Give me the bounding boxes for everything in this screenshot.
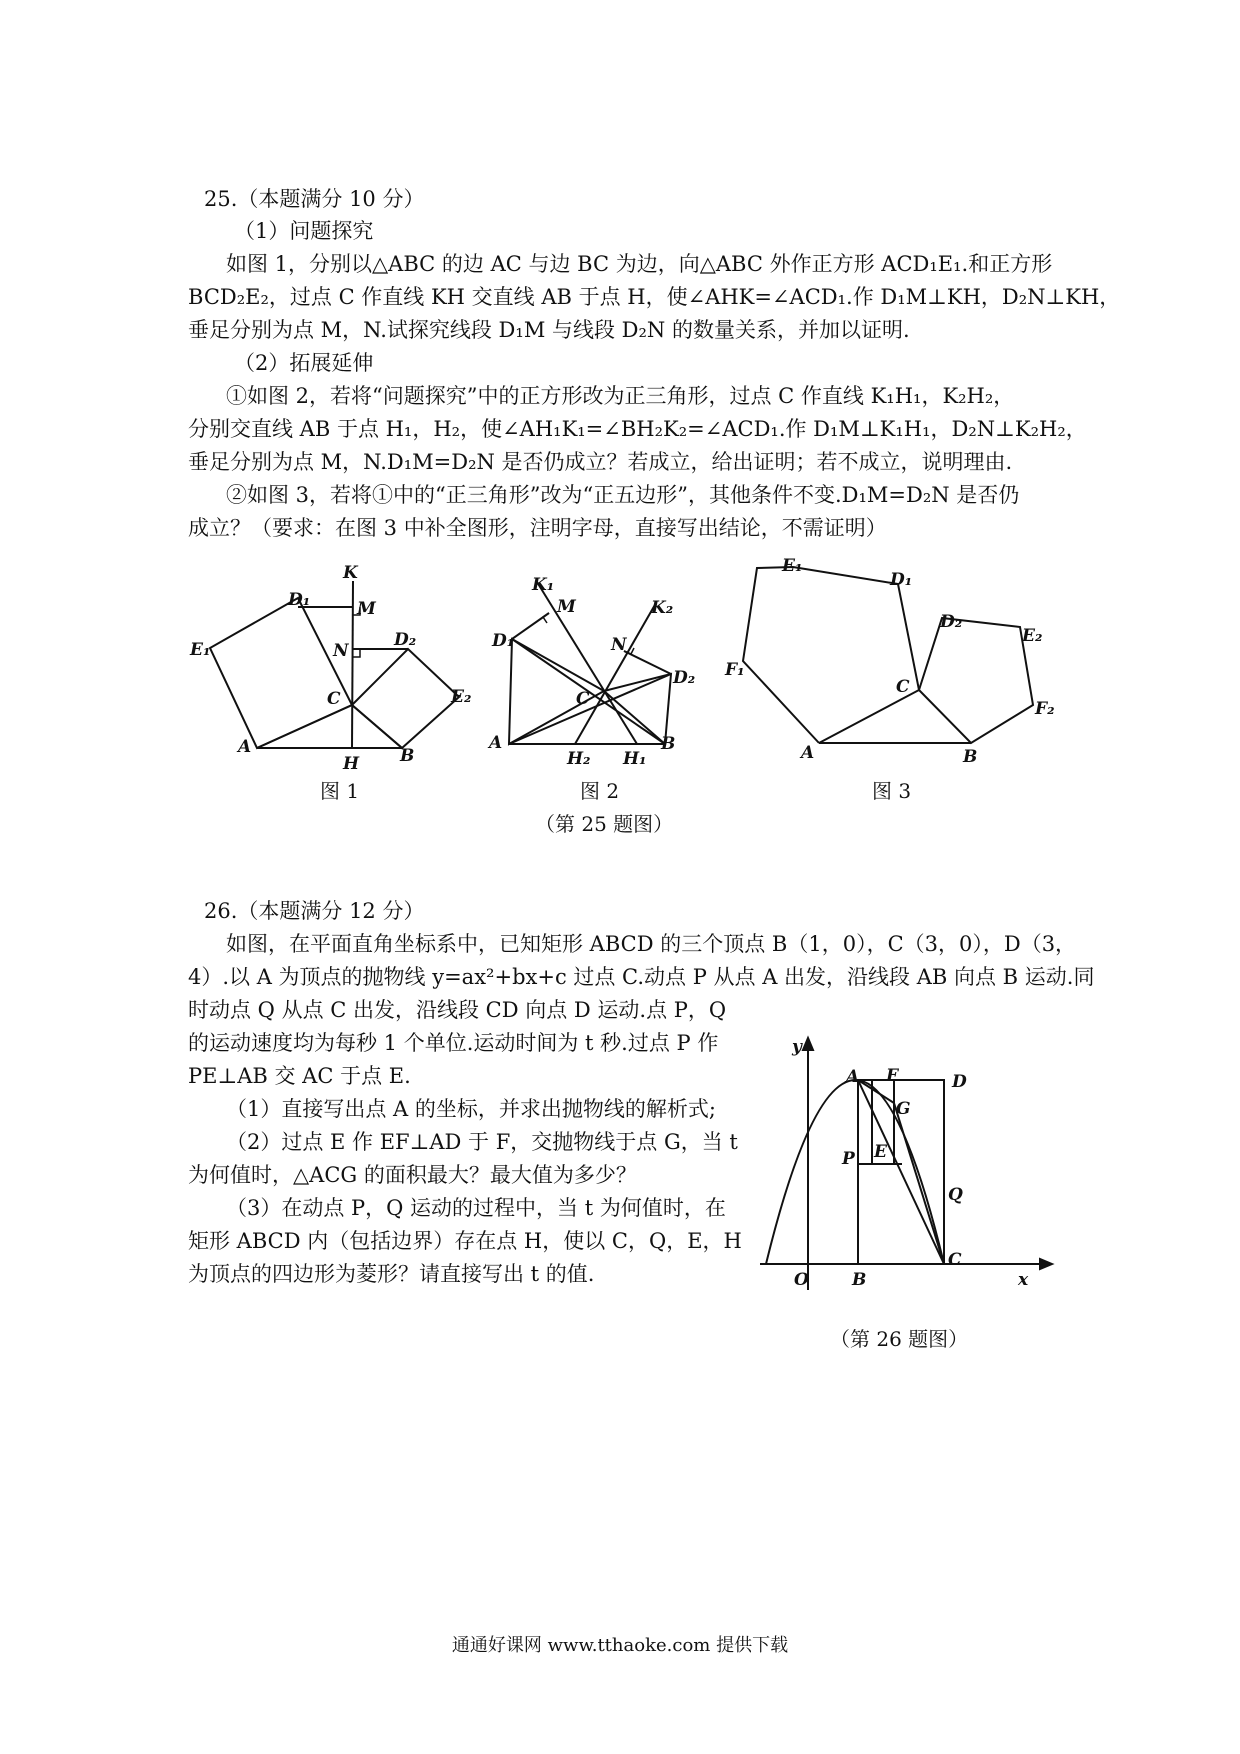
fig2-label-m: M bbox=[557, 597, 576, 617]
fig2-line-ad2 bbox=[509, 674, 671, 744]
q26-line3: 时动点 Q 从点 C 出发，沿线段 CD 向点 D 运动.点 P，Q bbox=[188, 998, 727, 1022]
q26-line-gc bbox=[894, 1103, 944, 1264]
fig1-label-c: C bbox=[327, 689, 341, 709]
q25-para1-line2: BCD₂E₂，过点 C 作直线 KH 交直线 AB 于点 H，使∠AHK=∠ACD₁.作 D₁M⊥KH，D₂N⊥KH， bbox=[188, 285, 1121, 309]
fig2-triangle-acd1 bbox=[509, 639, 604, 744]
q26-label-o: O bbox=[794, 1270, 809, 1290]
fig3-pentagon-2 bbox=[919, 618, 1033, 743]
q26-line5: PE⊥AB 交 AC 于点 E. bbox=[188, 1064, 411, 1088]
fig2-line-k1h1 bbox=[537, 582, 637, 744]
fig1-label-m: M bbox=[357, 599, 376, 619]
q26-line4: 的运动速度均为每秒 1 个单位.运动时间为 t 秒.过点 P 作 bbox=[188, 1031, 719, 1055]
fig3-label-a: A bbox=[801, 743, 815, 763]
fig2-right-angle-n bbox=[624, 648, 634, 654]
fig1-right-angle-n bbox=[352, 649, 360, 657]
q25-figure-caption: （第 25 题图） bbox=[535, 812, 674, 836]
fig1-label-b: B bbox=[400, 746, 415, 766]
q25-part1-title: （1）问题探究 bbox=[234, 219, 374, 243]
q26-line2: 4）.以 A 为顶点的抛物线 y=ax²+bx+c 过点 C.动点 P 从点 A 出发，沿线段 AB 向点 B 运动.同 bbox=[188, 965, 1095, 989]
q25-para2-line3: 垂足分别为点 M，N.D₁M=D₂N 是否仍成立？若成立，给出证明；若不成立，说明理由. bbox=[188, 450, 1013, 474]
fig1-label-e1: E₁ bbox=[190, 640, 211, 660]
q26-label-f: F bbox=[886, 1066, 899, 1086]
fig2-right-angle-m bbox=[543, 613, 549, 623]
fig3-label-e1: E₁ bbox=[782, 556, 803, 576]
fig3-label-f1: F₁ bbox=[725, 660, 745, 680]
fig1-line-bc bbox=[352, 705, 402, 748]
q26-label-x: x bbox=[1018, 1270, 1029, 1290]
q26-rectangle-abcd bbox=[858, 1080, 944, 1264]
fig1-label-d2: D₂ bbox=[394, 630, 417, 650]
q26-sub3-line3: 为顶点的四边形为菱形？请直接写出 t 的值. bbox=[188, 1262, 595, 1286]
fig2-label-n: N bbox=[611, 635, 627, 655]
q26-sub3-line1: （3）在动点 P，Q 运动的过程中，当 t 为何值时，在 bbox=[226, 1196, 726, 1220]
fig2-label-h1: H₁ bbox=[623, 749, 647, 769]
q26-line-ag bbox=[858, 1080, 894, 1103]
fig1-label-d1: D₁ bbox=[288, 590, 311, 610]
q25-header: 25.（本题满分 10 分） bbox=[204, 187, 425, 211]
fig3-label-d2: D₂ bbox=[940, 612, 963, 632]
fig1-label-h: H bbox=[343, 754, 360, 774]
fig2-label-k1: K₁ bbox=[532, 575, 555, 595]
q26-label-d: D bbox=[952, 1072, 967, 1092]
fig1-label-k: K bbox=[343, 563, 358, 583]
q26-sub2-line2: 为何值时，△ACG 的面积最大？最大值为多少？ bbox=[188, 1163, 637, 1187]
fig3-label-d1: D₁ bbox=[890, 570, 913, 590]
q26-label-q: Q bbox=[948, 1185, 963, 1205]
fig2-label-k2: K₂ bbox=[651, 598, 674, 618]
fig2-label-a: A bbox=[489, 733, 503, 753]
q26-label-g: G bbox=[896, 1099, 911, 1119]
fig2-label-c: C bbox=[576, 689, 590, 709]
fig1-label-n: N bbox=[333, 641, 349, 661]
fig1-label-e2: E₂ bbox=[451, 687, 472, 707]
q25-para2-line1: ①如图 2，若将“问题探究”中的正方形改为正三角形，过点 C 作直线 K₁H₁，K₂H₂， bbox=[226, 384, 1015, 408]
fig2-label-b: B bbox=[661, 734, 676, 754]
fig2-line-k2h2 bbox=[575, 603, 656, 744]
fig1-label-a: A bbox=[238, 737, 252, 757]
q25-para2-line2: 分别交直线 AB 于点 H₁，H₂，使∠AH₁K₁=∠BH₂K₂=∠ACD₁.作 D₁M⊥K₁H₁，D₂N⊥K₂H₂， bbox=[188, 417, 1087, 441]
q26-label-c: C bbox=[948, 1250, 962, 1270]
q26-y-axis-arrow bbox=[803, 1038, 813, 1050]
q25-para3-line1: ②如图 3，若将①中的“正三角形”改为“正五边形”，其他条件不变.D₁M=D₂N 是否仍 bbox=[226, 483, 1020, 507]
fig2-label-d1: D₁ bbox=[492, 631, 515, 651]
q26-line-ac bbox=[858, 1080, 944, 1264]
q25-part2-title: （2）拓展延伸 bbox=[234, 351, 374, 375]
fig2-label-h2: H₂ bbox=[567, 749, 591, 769]
fig3-label-f2: F₂ bbox=[1035, 699, 1055, 719]
fig2-label-d2: D₂ bbox=[673, 668, 696, 688]
q26-figure-caption: （第 26 题图） bbox=[830, 1327, 969, 1351]
fig3-label-e2: E₂ bbox=[1022, 626, 1043, 646]
fig1-square-bcd2e2 bbox=[352, 649, 459, 748]
fig2-line-d1m bbox=[512, 613, 549, 639]
fig1-caption: 图 1 bbox=[320, 779, 360, 803]
fig1-line-kh bbox=[352, 581, 353, 748]
q26-sub2-line1: （2）过点 E 作 EF⊥AD 于 F，交抛物线于点 G，当 t bbox=[226, 1130, 738, 1154]
fig1-line-ac bbox=[257, 705, 352, 748]
fig2-caption: 图 2 bbox=[580, 779, 620, 803]
q26-sub3-line2: 矩形 ABCD 内（包括边界）存在点 H，使以 C，Q，E，H bbox=[188, 1229, 742, 1253]
q26-sub1: （1）直接写出点 A 的坐标，并求出抛物线的解析式; bbox=[226, 1097, 716, 1121]
q26-header: 26.（本题满分 12 分） bbox=[204, 899, 425, 923]
q25-para1-line3: 垂足分别为点 M，N.试探究线段 D₁M 与线段 D₂N 的数量关系，并加以证明. bbox=[188, 318, 910, 342]
fig3-pentagon-1 bbox=[743, 567, 919, 743]
fig2-triangle-bcd2 bbox=[604, 674, 671, 744]
fig2-line-d2n bbox=[624, 651, 671, 674]
fig3-caption: 图 3 bbox=[872, 779, 912, 803]
q26-label-b: B bbox=[852, 1270, 867, 1290]
fig2-line-d1b bbox=[512, 639, 665, 744]
q26-label-y: y bbox=[792, 1037, 802, 1057]
q26-x-axis-arrow bbox=[1040, 1259, 1052, 1269]
q25-para1-line1: 如图 1，分别以△ABC 的边 AC 与边 BC 为边，向△ABC 外作正方形 ACD₁E₁.和正方形 bbox=[226, 252, 1053, 276]
q26-label-a: A bbox=[846, 1067, 860, 1087]
q26-label-p: P bbox=[842, 1149, 855, 1169]
q25-para3-line2: 成立？（要求：在图 3 中补全图形，注明字母，直接写出结论，不需证明） bbox=[188, 516, 887, 540]
q26-line1: 如图，在平面直角坐标系中，已知矩形 ABCD 的三个顶点 B（1，0），C（3，0），D（3， bbox=[226, 932, 1077, 956]
q26-label-e: E bbox=[874, 1142, 887, 1162]
fig1-right-angle-m bbox=[352, 607, 360, 615]
q26-parabola bbox=[766, 1080, 944, 1264]
fig3-label-b: B bbox=[963, 747, 978, 767]
page-footer: 通通好课网 www.tthaoke.com 提供下载 bbox=[451, 1635, 789, 1656]
fig3-label-c: C bbox=[896, 677, 910, 697]
fig1-square-acd1e1 bbox=[210, 598, 352, 748]
